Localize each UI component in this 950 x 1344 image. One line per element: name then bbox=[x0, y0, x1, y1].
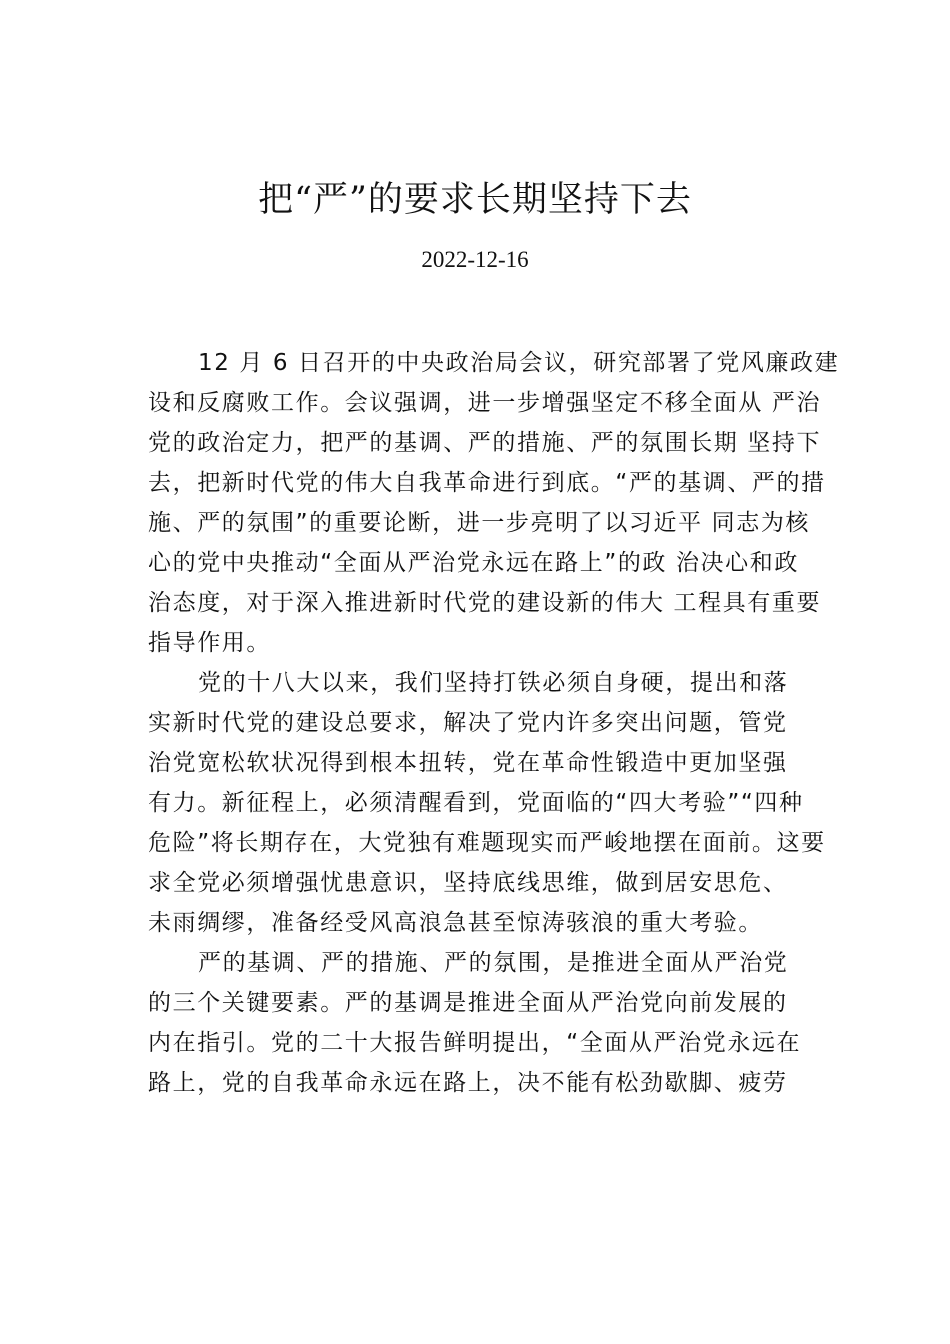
text-line: 路上，党的自我革命永远在路上，决不能有松劲歇脚、疲劳 bbox=[148, 1070, 788, 1096]
article-title: 把“严”的要求长期坚持下去 bbox=[258, 180, 692, 220]
text-line: 内在指引。党的二十大报告鲜明提出，“全面从严治党永远在 bbox=[148, 1030, 802, 1056]
paragraph-2 bbox=[148, 663, 832, 943]
paragraph-3 bbox=[148, 943, 832, 1103]
text-line: 指导作用。 bbox=[148, 630, 271, 656]
text-line: 实新时代党的建设总要求，解决了党内许多突出问题，管党 bbox=[148, 710, 788, 736]
text-line: 党的政治定力，把严的基调、严的措施、严的氛围长期 坚持下 bbox=[148, 430, 822, 456]
text-line: 求全党必须增强忧患意识，坚持底线思维，做到居安思危、 bbox=[148, 870, 788, 896]
text-line: 严的基调、严的措施、严的氛围，是推进全面从严治党 bbox=[198, 950, 789, 976]
text-line: 设和反腐败工作。会议强调，进一步增强坚定不移全面从 严治 bbox=[148, 390, 822, 416]
text-line: 党的十八大以来，我们坚持打铁必须自身硬，提出和落 bbox=[198, 670, 789, 696]
paragraph-1 bbox=[148, 343, 840, 663]
article-date: 2022-12-16 bbox=[421, 247, 529, 272]
text-line: 治态度，对于深入推进新时代党的建设新的伟大 工程具有重要 bbox=[148, 590, 822, 616]
text-line: 心的党中央推动“全面从严治党永远在路上”的政 治决心和政 bbox=[148, 550, 799, 576]
text-line: 危险”将长期存在，大党独有难题现实而严峻地摆在面前。这要 bbox=[148, 830, 826, 856]
text-line: 治党宽松软状况得到根本扭转，党在革命性锻造中更加坚强 bbox=[148, 750, 788, 776]
text-line: 施、严的氛围”的重要论断，进一步亮明了以习近平 同志为核 bbox=[148, 510, 811, 536]
text-line: 的三个关键要素。严的基调是推进全面从严治党向前发展的 bbox=[148, 990, 788, 1016]
text-line: 有力。新征程上，必须清醒看到，党面临的“四大考验”“四种 bbox=[148, 790, 804, 816]
text-line: 未雨绸缪，准备经受风高浪急甚至惊涛骇浪的重大考验。 bbox=[148, 910, 763, 936]
text-line: 去，把新时代党的伟大自我革命进行到底。“严的基调、严的措 bbox=[148, 470, 826, 496]
text-line: 12 月 6 日召开的中央政治局会议，研究部署了党风廉政建 bbox=[198, 350, 840, 376]
article-body bbox=[148, 343, 840, 1103]
